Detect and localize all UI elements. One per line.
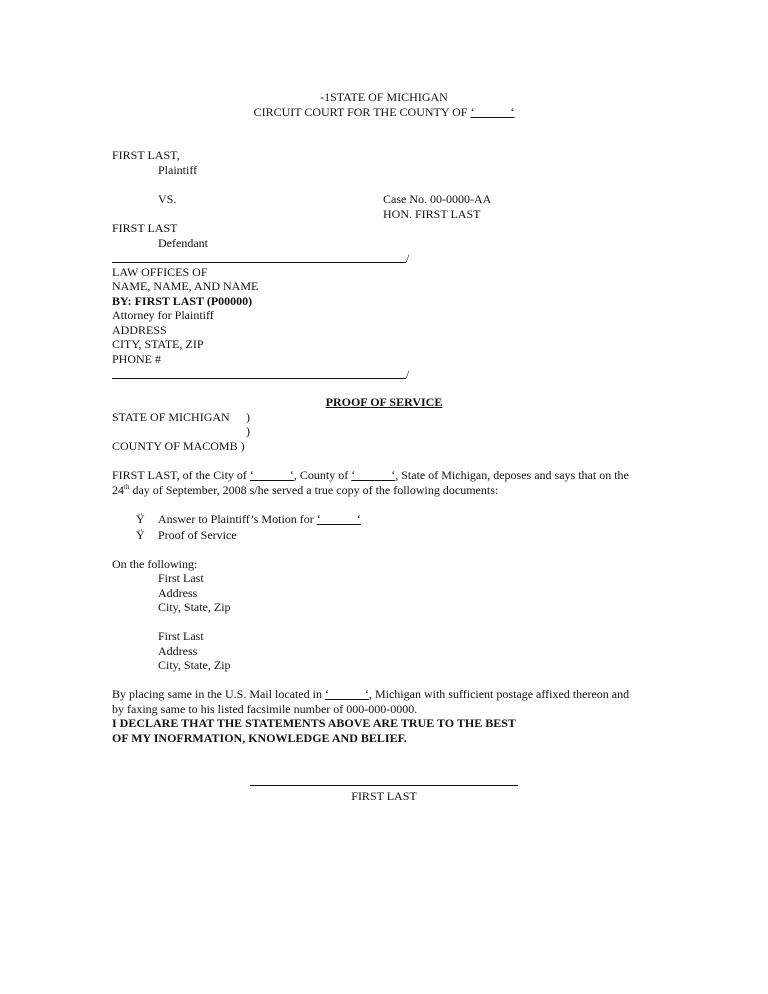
defendant-role: Defendant bbox=[158, 236, 208, 250]
attorney-divider bbox=[112, 378, 406, 379]
plaintiff-role: Plaintiff bbox=[158, 163, 198, 177]
defendant-name: FIRST LAST bbox=[112, 221, 178, 235]
signature-name: FIRST LAST bbox=[351, 789, 417, 803]
deponent-text-a: FIRST LAST, of the City of bbox=[112, 468, 250, 482]
venue-state: STATE OF MICHIGAN bbox=[112, 410, 230, 424]
service-date-text: day of September, 2008 s/he served a true copy of the following documents: bbox=[129, 483, 499, 497]
county-of-blank: ‘______‘ bbox=[351, 468, 396, 482]
deponent-line bbox=[112, 468, 629, 482]
court-county-heading bbox=[0, 105, 768, 119]
recipient-2-city: City, State, Zip bbox=[158, 658, 231, 672]
recipient-2-address: Address bbox=[158, 644, 198, 658]
deponent-text-b: , County of bbox=[293, 468, 352, 482]
attorney-phone: PHONE # bbox=[112, 352, 162, 366]
caption-slash: / bbox=[406, 251, 410, 265]
document-title: PROOF OF SERVICE bbox=[325, 395, 443, 409]
attorney-slash: / bbox=[406, 367, 410, 381]
venue-paren-1: ) bbox=[246, 410, 250, 424]
law-firm-name: NAME, NAME, AND NAME bbox=[112, 279, 259, 293]
service-day-suffix: th bbox=[124, 483, 130, 491]
county-blank: ‘______‘ bbox=[470, 105, 515, 119]
case-number: Case No. 00-0000-AA bbox=[383, 192, 492, 206]
document-item-1-text: Answer to Plaintiff’s Motion for bbox=[158, 512, 317, 526]
declaration-line-2: OF MY INOFRMATION, KNOWLEDGE AND BELIEF. bbox=[112, 731, 407, 745]
declaration-line-1: I DECLARE THAT THE STATEMENTS ABOVE ARE TRUE TO THE BEST bbox=[112, 716, 516, 730]
signature-line bbox=[250, 785, 518, 786]
court-county-text: CIRCUIT COURT FOR THE COUNTY OF bbox=[253, 105, 471, 119]
document-item-2: Proof of Service bbox=[158, 528, 237, 542]
venue-paren-2: ) bbox=[246, 424, 250, 438]
recipient-1-address: Address bbox=[158, 586, 198, 600]
document-bullet-1: Ÿ bbox=[136, 512, 145, 526]
service-date-line bbox=[112, 483, 498, 497]
mailing-line-1 bbox=[112, 687, 629, 701]
recipient-2-name: First Last bbox=[158, 629, 204, 643]
document-bullet-2: Ÿ bbox=[136, 528, 145, 542]
on-following-label: On the following: bbox=[112, 557, 198, 571]
attorney-role: Attorney for Plaintiff bbox=[112, 308, 214, 322]
city-blank: ‘______‘ bbox=[249, 468, 294, 482]
court-state-heading: -1STATE OF MICHIGAN bbox=[320, 90, 448, 104]
plaintiff-name: FIRST LAST, bbox=[112, 148, 180, 162]
mailing-text-b: , Michigan with sufficient postage affixed thereon and bbox=[368, 687, 630, 701]
service-day: 24 bbox=[112, 483, 124, 497]
deponent-text-c: , State of Michigan, deposes and says that on the bbox=[395, 468, 629, 482]
mail-location-blank: ‘______‘ bbox=[324, 687, 369, 701]
attorney-address: ADDRESS bbox=[112, 323, 167, 337]
versus-label: VS. bbox=[158, 192, 177, 206]
motion-blank: ‘______‘ bbox=[316, 512, 361, 526]
mailing-line-2: by faxing same to his listed facsimile number of 000-000-0000. bbox=[112, 702, 418, 716]
attorney-name: BY: FIRST LAST (P00000) bbox=[112, 294, 253, 308]
recipient-1-city: City, State, Zip bbox=[158, 600, 231, 614]
judge-name: HON. FIRST LAST bbox=[383, 207, 481, 221]
mailing-text-a: By placing same in the U.S. Mail located in bbox=[112, 687, 325, 701]
caption-divider bbox=[112, 262, 406, 263]
law-offices-label: LAW OFFICES OF bbox=[112, 265, 208, 279]
venue-county: COUNTY OF MACOMB ) bbox=[112, 439, 245, 453]
attorney-city: CITY, STATE, ZIP bbox=[112, 337, 204, 351]
document-item-1 bbox=[158, 512, 361, 526]
recipient-1-name: First Last bbox=[158, 571, 204, 585]
